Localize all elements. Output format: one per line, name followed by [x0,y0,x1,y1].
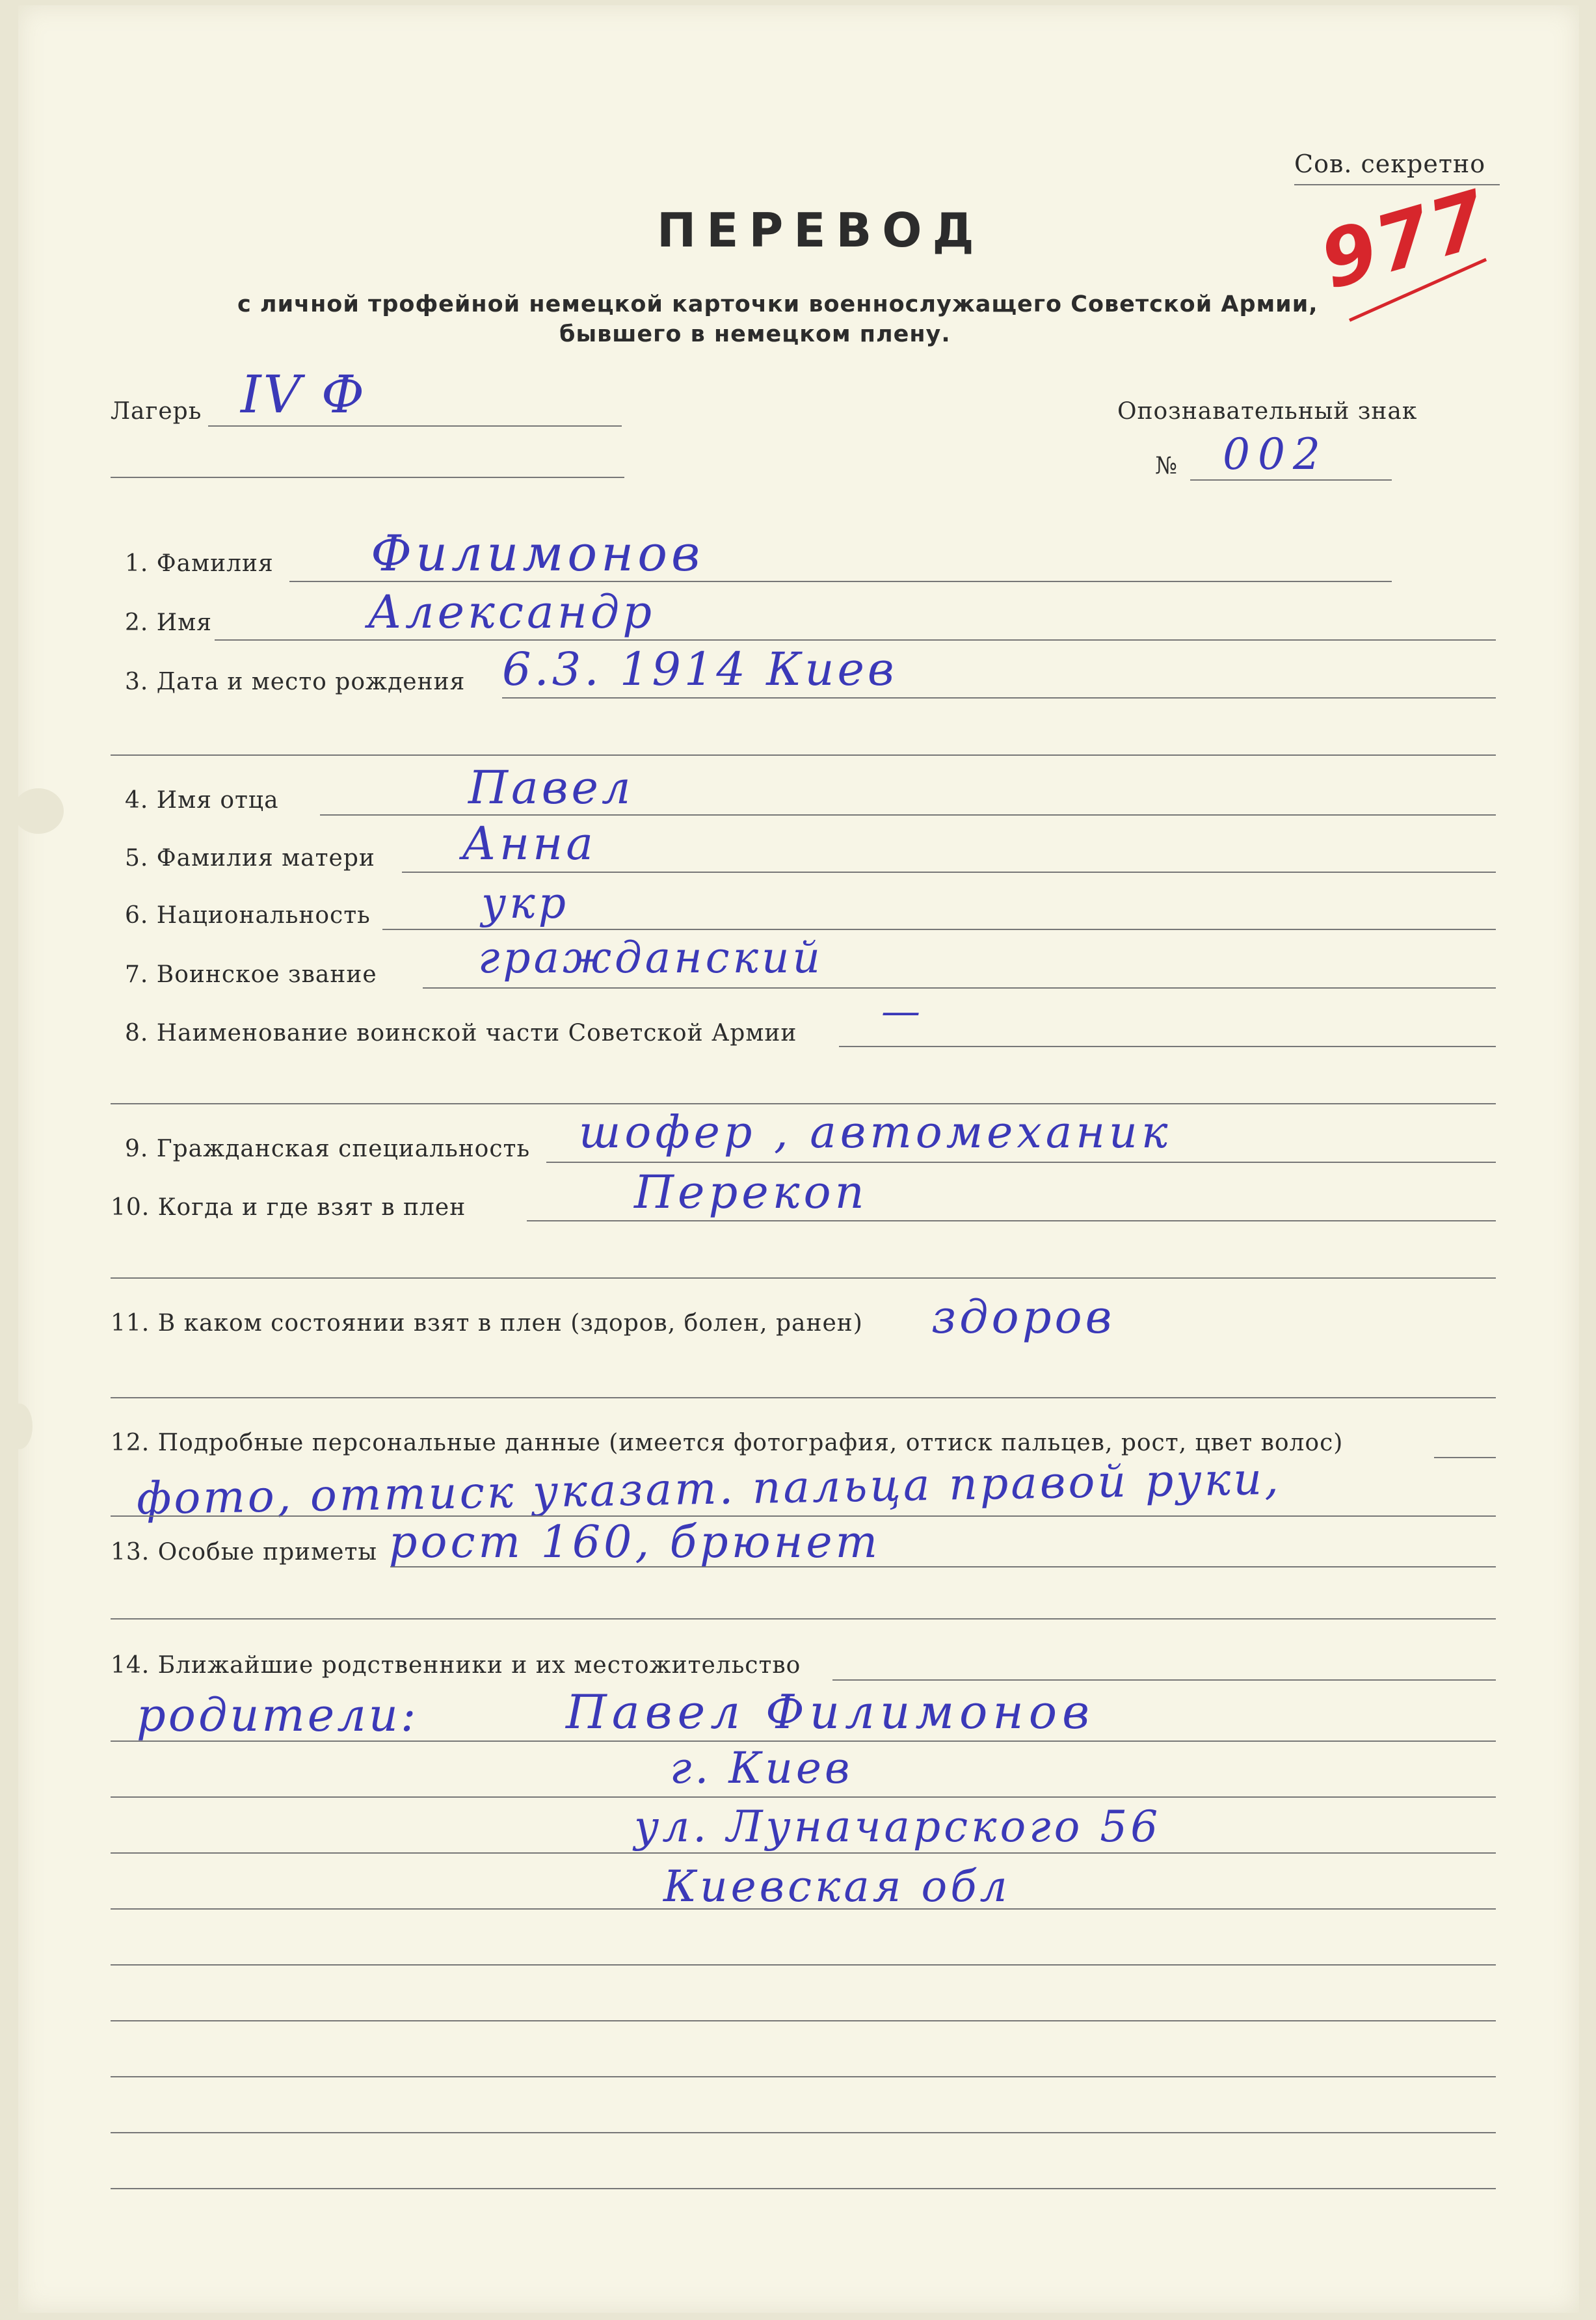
field-7-line [423,987,1496,989]
field-14-region: Киевская обл [663,1861,1011,1912]
field-2-label: 2. Имя [125,609,212,636]
field-5-value: Анна [462,817,596,870]
field-10-line [527,1220,1496,1221]
document-title: ПЕРЕВОД [657,203,985,258]
id-mark-label: Опознавательный знак [1117,398,1418,425]
field-8-line [839,1046,1496,1047]
field-14-label: 14. Ближайшие родственники и их местожительство [111,1652,801,1679]
id-number-value: 002 [1223,429,1328,479]
red-handwritten-number: 977 [1310,173,1498,308]
field-4-line [320,814,1496,816]
field-4-label: 4. Имя отца [125,787,279,814]
field-1-label: 1. Фамилия [125,550,274,577]
field-14-line-7 [111,2076,1496,2077]
field-14-line [832,1679,1496,1681]
field-14-relative-name: Павел Филимонов [566,1685,1095,1739]
field-14-line-2 [111,1796,1496,1798]
field-11-value: здоров [931,1290,1115,1344]
field-14-line-9 [111,2188,1496,2189]
field-8-line-2 [111,1103,1496,1104]
field-14-city: г. Киев [670,1743,853,1793]
field-9-line [546,1162,1496,1163]
field-14-line-4 [111,1908,1496,1910]
field-14-line-5 [111,1964,1496,1966]
field-9-label: 9. Гражданская специальность [125,1136,531,1162]
punch-hole-bottom [7,1404,33,1449]
field-6-label: 6. Национальность [125,902,371,929]
field-6-line [382,929,1496,930]
field-12-line [1434,1457,1496,1458]
field-8-value: — [881,989,922,1034]
field-14-line-6 [111,2020,1496,2021]
field-3-value: 6.3. 1914 Киев [502,643,898,696]
field-3-line [502,697,1496,699]
field-3-line-2 [111,754,1496,756]
field-1-value: Филимонов [371,524,704,582]
field-10-value: Перекоп [634,1166,868,1219]
field-14-street: ул. Луначарского 56 [634,1802,1162,1852]
field-5-line [402,872,1496,873]
classification-stamp: Сов. секретно [1294,150,1486,178]
field-7-value: гражданский [478,933,824,983]
field-13-label: 13. Особые приметы [111,1539,378,1566]
camp-line-2 [111,477,624,478]
field-12-value: фото, оттиск указат. пальца правой руки, [136,1453,1282,1525]
document-subtitle-line1: с личной трофейной немецкой карточки военнослужащего Советской Армии, [237,291,1318,317]
field-2-line [215,639,1496,641]
field-10-line-2 [111,1277,1496,1279]
punch-hole-top [13,788,64,834]
field-11-label: 11. В каком состоянии взят в плен (здоров, болен, ранен) [111,1310,863,1337]
field-13-line-2 [111,1618,1496,1620]
field-8-label: 8. Наименование воинской части Советской Армии [125,1020,797,1047]
field-4-value: Павел [468,761,634,814]
field-13-value: рост 160, брюнет [389,1517,881,1568]
field-10-label: 10. Когда и где взят в плен [111,1194,466,1221]
field-9-value: шофер , автомеханик [579,1107,1172,1158]
field-11-line-2 [111,1397,1496,1398]
field-6-value: укр [481,878,569,928]
camp-label: Лагерь [111,398,202,425]
field-14-relatives-header: родители: [137,1688,419,1742]
field-5-label: 5. Фамилия матери [125,845,375,872]
id-number-label: № [1155,453,1178,479]
field-14-line-3 [111,1852,1496,1854]
document-subtitle-line2: бывшего в немецком плену. [559,321,951,347]
camp-line [208,425,622,427]
field-2-value: Александр [367,585,656,639]
id-number-line [1190,479,1392,481]
field-7-label: 7. Воинское звание [125,961,377,988]
field-3-label: 3. Дата и место рождения [125,669,466,695]
field-14-line-1 [111,1740,1496,1742]
field-12-label: 12. Подробные персональные данные (имеется фотография, оттиск пальцев, рост, цвет волос) [111,1430,1344,1456]
camp-value: IV Ф [241,364,367,425]
field-14-line-8 [111,2132,1496,2133]
